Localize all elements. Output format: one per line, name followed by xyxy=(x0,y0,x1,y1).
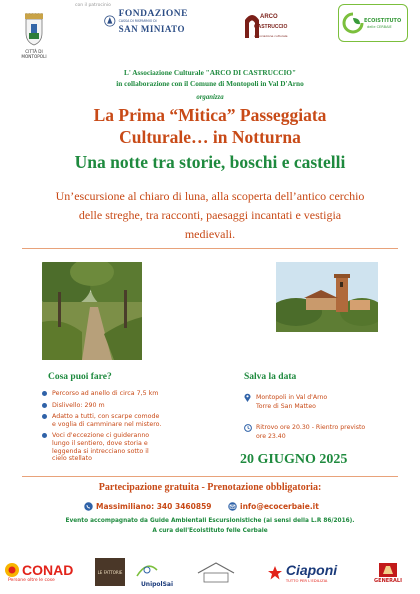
ecoistituto-line2: delle CERBAIE xyxy=(367,25,392,29)
ciaponi-tag: TUTTO PER L'EDILIZIA xyxy=(285,578,328,583)
ecoistituto-line1: ECOISTITUTO xyxy=(364,18,402,24)
location-line2: Torre di San Matteo xyxy=(256,403,316,410)
right-heading: Salva la data xyxy=(244,372,297,382)
fondazione-line2: CASSA DI RISPARMIO DI xyxy=(118,18,157,23)
description-line3: medievali. xyxy=(184,227,236,241)
leaf-circle-icon xyxy=(342,12,364,34)
whatsapp-icon xyxy=(84,502,93,511)
event-date: 20 GIUGNO 2025 xyxy=(240,452,348,467)
divider-mid xyxy=(22,476,398,477)
description-line2: delle streghe, tra racconti, paesaggi incantati e vestigia xyxy=(78,208,342,222)
arco-logo xyxy=(240,8,304,44)
unipolsai-name: UnipolSai xyxy=(140,580,174,588)
forest-path-photo xyxy=(42,262,142,360)
fondazione-line1: FONDAZIONE xyxy=(118,8,188,19)
lefattorie-name: LE FATTORIE xyxy=(97,569,123,575)
clock-icon xyxy=(244,424,252,432)
montopoli-logo xyxy=(14,8,54,64)
house-icon xyxy=(196,561,236,583)
ciaponi-star-icon xyxy=(267,565,283,581)
email-contact[interactable]: info@ecocerbaie.it xyxy=(240,502,319,511)
unipolsai-logo xyxy=(140,578,174,590)
description-line1: Un’escursione al chiaro di luna, alla scoperta dell’antico cerchio xyxy=(55,189,365,203)
intro-line1: L' Associazione Culturale "ARCO DI CASTRUCCIO" xyxy=(123,68,297,77)
feature-item: Adatto a tutti, con scarpe comode e voglia di camminare nel mistero. xyxy=(42,413,162,428)
feature-item: Percorso ad anello di circa 7,5 km xyxy=(42,390,162,398)
lion-icon xyxy=(378,562,398,578)
conad-tag: Persone oltre le cose xyxy=(8,577,55,583)
agency-logo xyxy=(192,558,240,586)
bullet-icon xyxy=(42,414,47,419)
arco-line1: ARCO xyxy=(260,14,278,20)
title-line2: Culturale… in Notturna xyxy=(119,127,301,147)
arco-sub: Associazione culturale xyxy=(254,34,288,38)
conad-sun-icon xyxy=(4,562,20,578)
email-icon xyxy=(228,502,237,511)
intro-line2: in collaborazione con il Comune di Montopoli in Val D'Arno xyxy=(116,79,304,88)
generali-logo xyxy=(362,558,414,588)
participation-heading: Partecipazione gratuita - Prenotazione obbligatoria: xyxy=(98,482,322,493)
lefattorie-logo xyxy=(95,558,125,586)
conad-logo xyxy=(4,556,88,588)
feature-item: Voci d'eccezione ci guideranno lungo il sentiero, dove storia e leggenda si intrecciano sotto il cielo stellato xyxy=(42,432,162,462)
fondazione-emblem-icon xyxy=(104,10,116,32)
conad-name: CONAD xyxy=(22,561,74,578)
montopoli-crest-icon xyxy=(22,13,46,47)
time-line2: ore 23.40 xyxy=(256,433,286,440)
header-tag-line: con il patrocinio xyxy=(75,3,111,8)
organizza-label: organizza xyxy=(196,94,224,101)
location-line1: Montopoli in Val d'Arno xyxy=(256,394,328,401)
feature-item: Dislivello: 290 m xyxy=(42,402,162,410)
fondazione-line3: SAN MINIATO xyxy=(118,23,186,34)
location-pin-icon xyxy=(244,393,251,402)
bullet-icon xyxy=(42,403,47,408)
bullet-icon xyxy=(42,433,47,438)
guide-note: Evento accompagnato da Guide Ambientali Escursionistiche (ai sensi della L.R 86/2016). xyxy=(65,518,355,524)
left-heading: Cosa puoi fare? xyxy=(48,372,112,382)
feature-list xyxy=(42,390,162,467)
fondazione-logo xyxy=(104,6,188,36)
arco-line2: CASTRUCCIO xyxy=(254,24,288,30)
bullet-icon xyxy=(42,391,47,396)
castle-tower-photo xyxy=(276,262,378,332)
phone-contact[interactable]: Massimiliano: 340 3460859 xyxy=(96,502,212,511)
leaf-swirl-icon xyxy=(134,560,160,580)
ecoistituto-logo xyxy=(338,4,408,42)
organizer-note: A cura dell'Ecoistituto felle Cerbaie xyxy=(152,528,268,534)
title-line3: Una notte tra storie, boschi e castelli xyxy=(74,152,346,172)
ciaponi-logo xyxy=(254,558,350,588)
divider-top xyxy=(22,248,398,249)
ciaponi-name: Ciaponi xyxy=(285,562,338,578)
title-line1: La Prima “Mitica” Passeggiata xyxy=(93,105,327,125)
montopoli-label: CITTÀ DI MONTOPOLI xyxy=(21,49,47,59)
time-line1: Ritrovo ore 20.30 - Rientro previsto xyxy=(256,424,366,431)
generali-name: GENERALI xyxy=(374,578,402,584)
